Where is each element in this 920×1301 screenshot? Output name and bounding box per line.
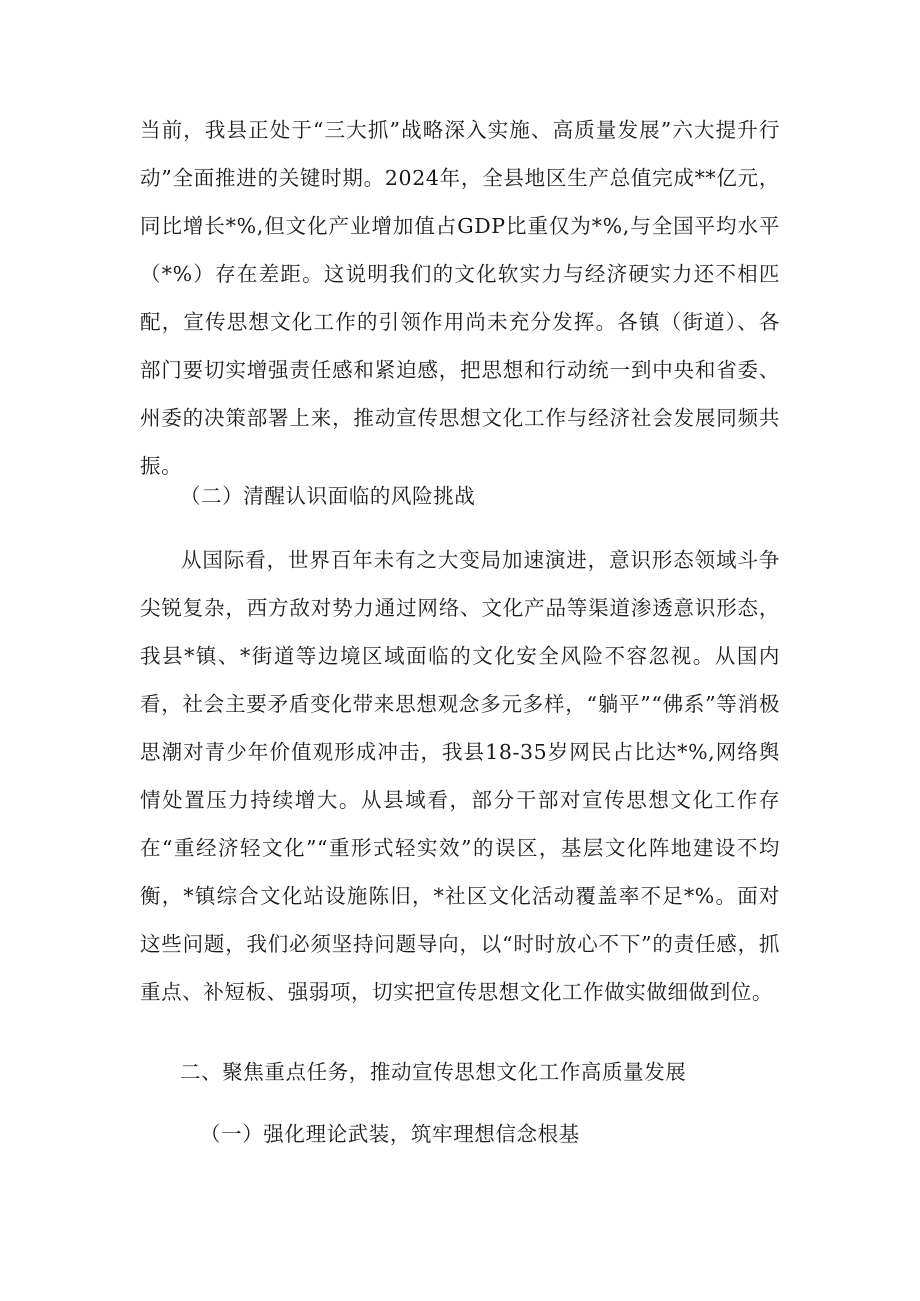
subheading-theory-armament: （一）强化理论武装，筑牢理想信念根基 (200, 1122, 580, 1146)
body-paragraph-risks: 从国际看，世界百年未有之大变局加速演进，意识形态领域斗争尖锐复杂，西方敌对势力通过网络、文化产品等渠道渗透意识形态，我县*镇、*街道等边境区域面临的文化安全风险不容忽视。从国内看，社会主要矛盾变化带来思想观念多元多样，“躺平”“佛系”等消极思潮对青少年价值观形成冲击，我县18-35岁网民占比达*%,网络舆情处置压力持续增大。从县域看，部分干部对宣传思想文化工作存在“重经济轻文化”“重形式轻实效”的误区，基层文化阵地建设不均衡，*镇综合文化站设施陈旧，*社区文化活动覆盖率不足*%。面对这些问题，我们必须坚持问题导向，以“时时放心不下”的责任感，抓重点、补短板、强弱项，切实把宣传思想文化工作做实做细做到位。 (140, 548, 780, 1004)
section-heading-key-tasks: 二、聚焦重点任务，推动宣传思想文化工作高质量发展 (180, 1060, 687, 1084)
body-paragraph-context: 当前，我县正处于“三大抓”战略深入实施、高质量发展”六大提升行动”全面推进的关键时期。2024年，全县地区生产总值完成**亿元，同比增长*%,但文化产业增加值占GDP比重仅为*%,与全国平均水平（*%）存在差距。这说明我们的文化软实力与经济硬实力还不相匹配，宣传思想文化工作的引领作用尚未充分发挥。各镇（街道）、各部门要切实增强责任感和紧迫感，把思想和行动统一到中央和省委、州委的决策部署上来，推动宣传思想文化工作与经济社会发展同频共振。 (140, 118, 780, 478)
subheading-risks-challenges: （二）清醒认识面临的风险挑战 (180, 484, 476, 508)
